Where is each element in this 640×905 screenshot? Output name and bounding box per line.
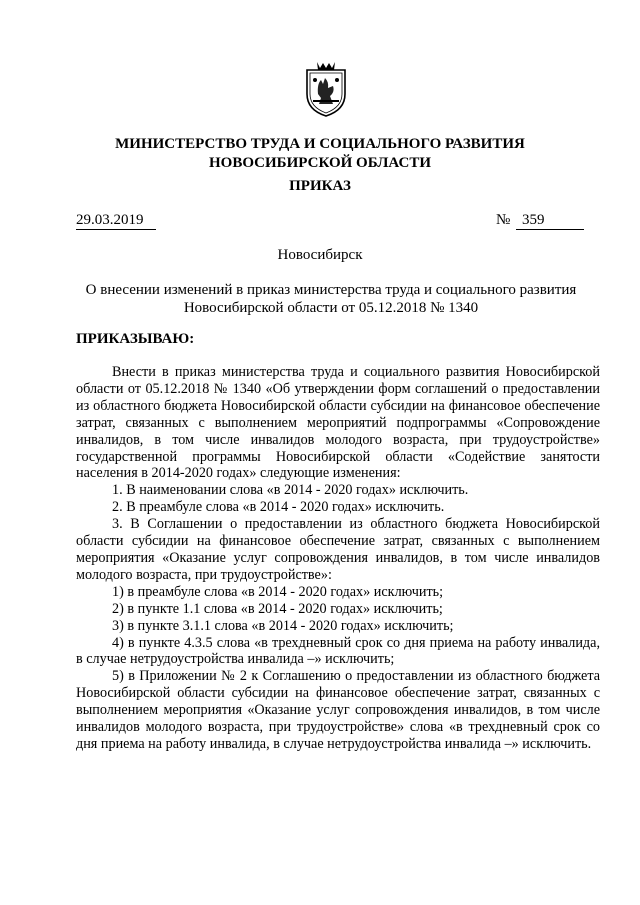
- order-subject-line2: Новосибирской области от 05.12.2018 № 1340: [183, 300, 479, 316]
- order-number-label: №: [496, 212, 511, 228]
- body-paragraph-intro: Внести в приказ министерства труда и социального развития Новосибирской области от 05.12.2018 № 1340 «Об утверждении форм соглашений о предоставлении из областного бюджета Новосибирской области субсидии на финансовое обеспечение затрат, связанных с выполнением мероприятий подпрограммы «Сопровождение инвалидов, в том числе инвалидов молодого возраста, при трудоустройстве» государственной программы Новосибирской области «Содействие занятости населения в 2014-2020 годах» следующие изменения:: [76, 364, 600, 482]
- order-number: 359: [516, 212, 584, 230]
- order-subject-line1: О внесении изменений в приказ министерства труда и социального развития: [85, 282, 577, 298]
- body-paragraph-item-2: 2. В преамбуле слова «в 2014 - 2020 годах» исключить.: [112, 499, 445, 516]
- decree-heading: ПРИКАЗЫВАЮ:: [76, 331, 195, 347]
- body-paragraph-subitem-4: 4) в пункте 4.3.5 слова «в трехдневный срок со дня приема на работу инвалида, в случае нетрудоустройства инвалида –» исключить;: [76, 634, 600, 668]
- ministry-name: [0, 135, 640, 173]
- order-date: 29.03.2019: [76, 212, 156, 230]
- ministry-name-line2: НОВОСИБИРСКОЙ ОБЛАСТИ: [208, 155, 432, 171]
- order-subject: [76, 281, 586, 317]
- body-paragraph-subitem-5: 5) в Приложении № 2 к Соглашению о предоставлении из областного бюджета Новосибирской области субсидии на финансовое обеспечение затрат, связанных с выполнением мероприятия «Оказание услуг сопровождения инвалидов, в том числе инвалидов молодого возраста, при трудоустройстве» слова «в трехдневный срок со дня приема на работу инвалида, в случае нетрудоустройства инвалида –» исключить.: [76, 668, 600, 752]
- body-paragraph-subitem-1: 1) в преамбуле слова «в 2014 - 2020 годах» исключить;: [112, 583, 444, 600]
- ministry-name-line1: МИНИСТЕРСТВО ТРУДА И СОЦИАЛЬНОГО РАЗВИТИЯ: [115, 136, 525, 152]
- coat-of-arms-icon: [303, 58, 349, 118]
- body-paragraph-subitem-3: 3) в пункте 3.1.1 слова «в 2014 - 2020 годах» исключить;: [112, 617, 454, 634]
- order-body: [76, 364, 600, 753]
- body-paragraph-item-1: 1. В наименовании слова «в 2014 - 2020 годах» исключить.: [112, 482, 469, 499]
- document-type-title: ПРИКАЗ: [289, 178, 351, 194]
- city-name: Новосибирск: [277, 247, 363, 263]
- body-paragraph-subitem-2: 2) в пункте 1.1 слова «в 2014 - 2020 годах» исключить;: [112, 600, 443, 617]
- body-paragraph-item-3: 3. В Соглашении о предоставлении из областного бюджета Новосибирской области субсидии на финансовое обеспечение затрат, связанных с выполнением мероприятия «Оказание услуг сопровождения инвалидов, в том числе инвалидов молодого возраста, при трудоустройстве»:: [76, 516, 600, 583]
